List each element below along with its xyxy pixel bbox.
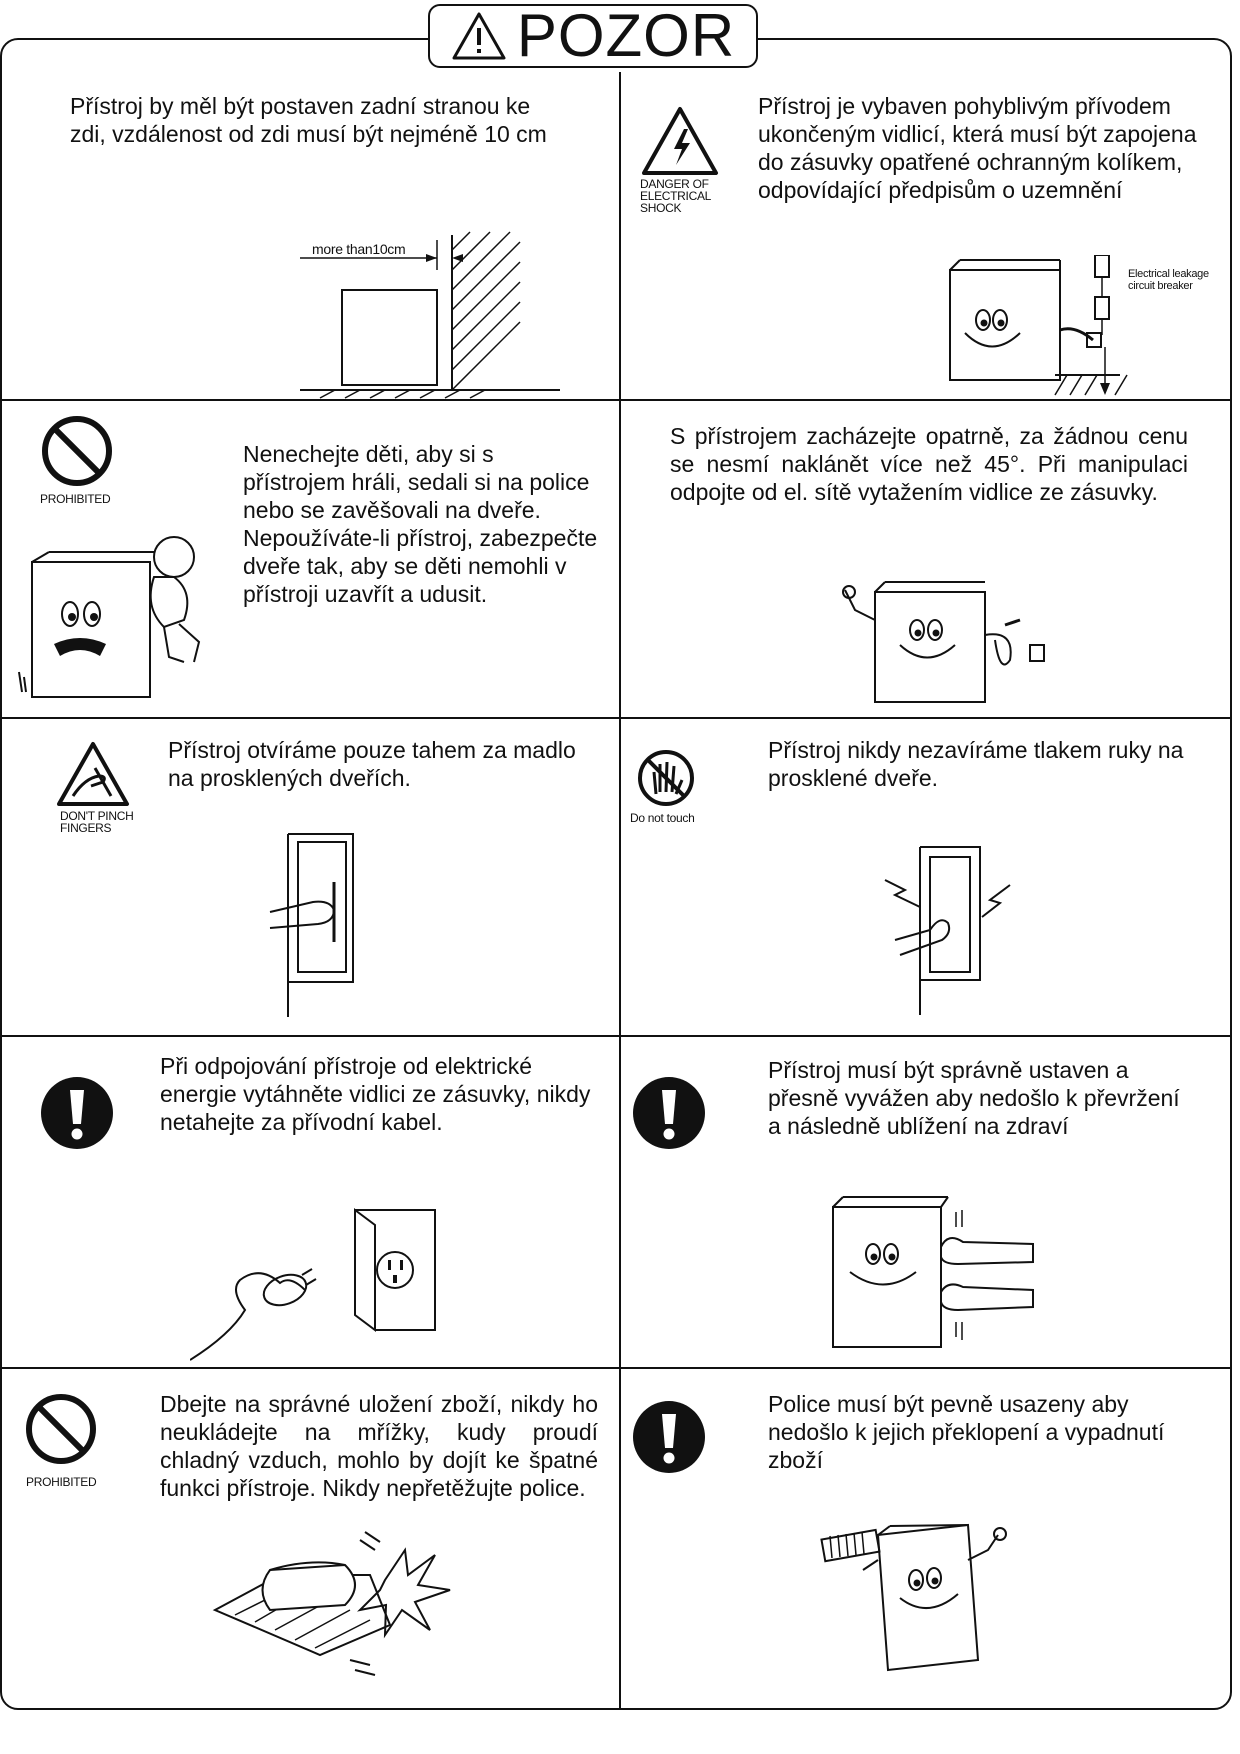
title-box	[428, 4, 758, 68]
row-divider	[0, 717, 1232, 719]
warning-text-level: Přístroj musí být správně ustaven a přesně vyvážen aby nedošlo k převržení a následně ublížení na zdraví	[768, 1057, 1180, 1139]
distance-label: more than10cm	[312, 241, 406, 257]
warning-text-wall-distance: Přístroj by měl být postaven zadní stranou ke zdi, vzdálenost od zdi musí být nejméně 10 cm	[70, 93, 547, 147]
warning-text-close-door: Přístroj nikdy nezavíráme tlakem ruky na prosklené dveře.	[768, 737, 1184, 791]
exclamation-icon	[40, 1076, 114, 1150]
pinch-warning-icon	[55, 740, 131, 808]
overloaded-shelf-illustration	[210, 1530, 460, 1680]
warning-triangle-icon	[451, 11, 507, 61]
electric-shock-warning-icon	[640, 105, 720, 177]
icon-caption: Do not touch	[630, 811, 695, 825]
warning-text-tilt: S přístrojem zacházejte opatrně, za žádnou cenu se nesmí naklánět více než 45°. Při manipulaci odpojte od el. sítě vytažením vidlice ze zásuvky.	[670, 423, 1188, 505]
secured-shelf-illustration	[818, 1520, 1038, 1680]
icon-caption: DON'T PINCH FINGERS	[60, 809, 134, 835]
pushing-door-illustration	[880, 845, 1020, 1020]
warning-text-shelves-load: Dbejte na správné uložení zboží, nikdy ho neukládejte na mřížky, kudy proudí chladný vzduch, mohlo by dojít ke špatné funkci přístroje. Nikdy nepřetěžujte police.	[160, 1391, 598, 1501]
exclamation-icon	[632, 1076, 706, 1150]
icon-caption: PROHIBITED	[40, 492, 111, 506]
opening-door-illustration	[268, 832, 368, 1022]
warning-text-grounding: Přístroj je vybaven pohyblivým přívodem ukončeným vidlicí, která musí být zapojena do zásuvky opatřené ochranným kolíkem, odpovídající předpisům o uzemnění	[758, 93, 1197, 203]
leveling-fridge-illustration	[828, 1192, 1048, 1352]
icon-caption: DANGER OF ELECTRICAL SHOCK	[640, 177, 711, 215]
warning-text-unplug: Při odpojování přístroje od elektrické energie vytáhněte vidlici ze zásuvky, nikdy netahejte za přívodní kabel.	[160, 1053, 591, 1135]
icon-caption: PROHIBITED	[26, 1475, 97, 1489]
circuit-breaker-label: Electrical leakage circuit breaker	[1128, 268, 1209, 292]
unplug-illustration	[190, 1205, 450, 1365]
warning-text-shelves-secure: Police musí být pevně usazeny aby nedošlo k jejich překlopení a vypadnutí zboží	[768, 1391, 1165, 1473]
do-not-touch-icon	[636, 748, 696, 808]
column-divider	[619, 72, 621, 1710]
row-divider	[0, 1035, 1232, 1037]
row-divider	[0, 1367, 1232, 1369]
tilt-fridge-illustration	[835, 580, 1065, 705]
child-climbing-fridge-illustration	[14, 532, 214, 702]
prohibited-icon	[24, 1392, 98, 1466]
prohibited-icon	[40, 414, 114, 488]
warning-text-children: Nenechejte děti, aby si s přístrojem hráli, sedali si na police nebo se zavěšovali na dveře. Nepoužíváte-li přístroj, zabezpečte dveře tak, aby se děti nemohli v přístroji uzavřít a udusit.	[243, 441, 598, 607]
exclamation-icon	[632, 1400, 706, 1474]
fridge-plugged-illustration	[945, 255, 1135, 400]
page-title: POZOR	[516, 2, 736, 69]
warning-text-open-door: Přístroj otvíráme pouze tahem za madlo na prosklených dveřích.	[168, 737, 576, 791]
